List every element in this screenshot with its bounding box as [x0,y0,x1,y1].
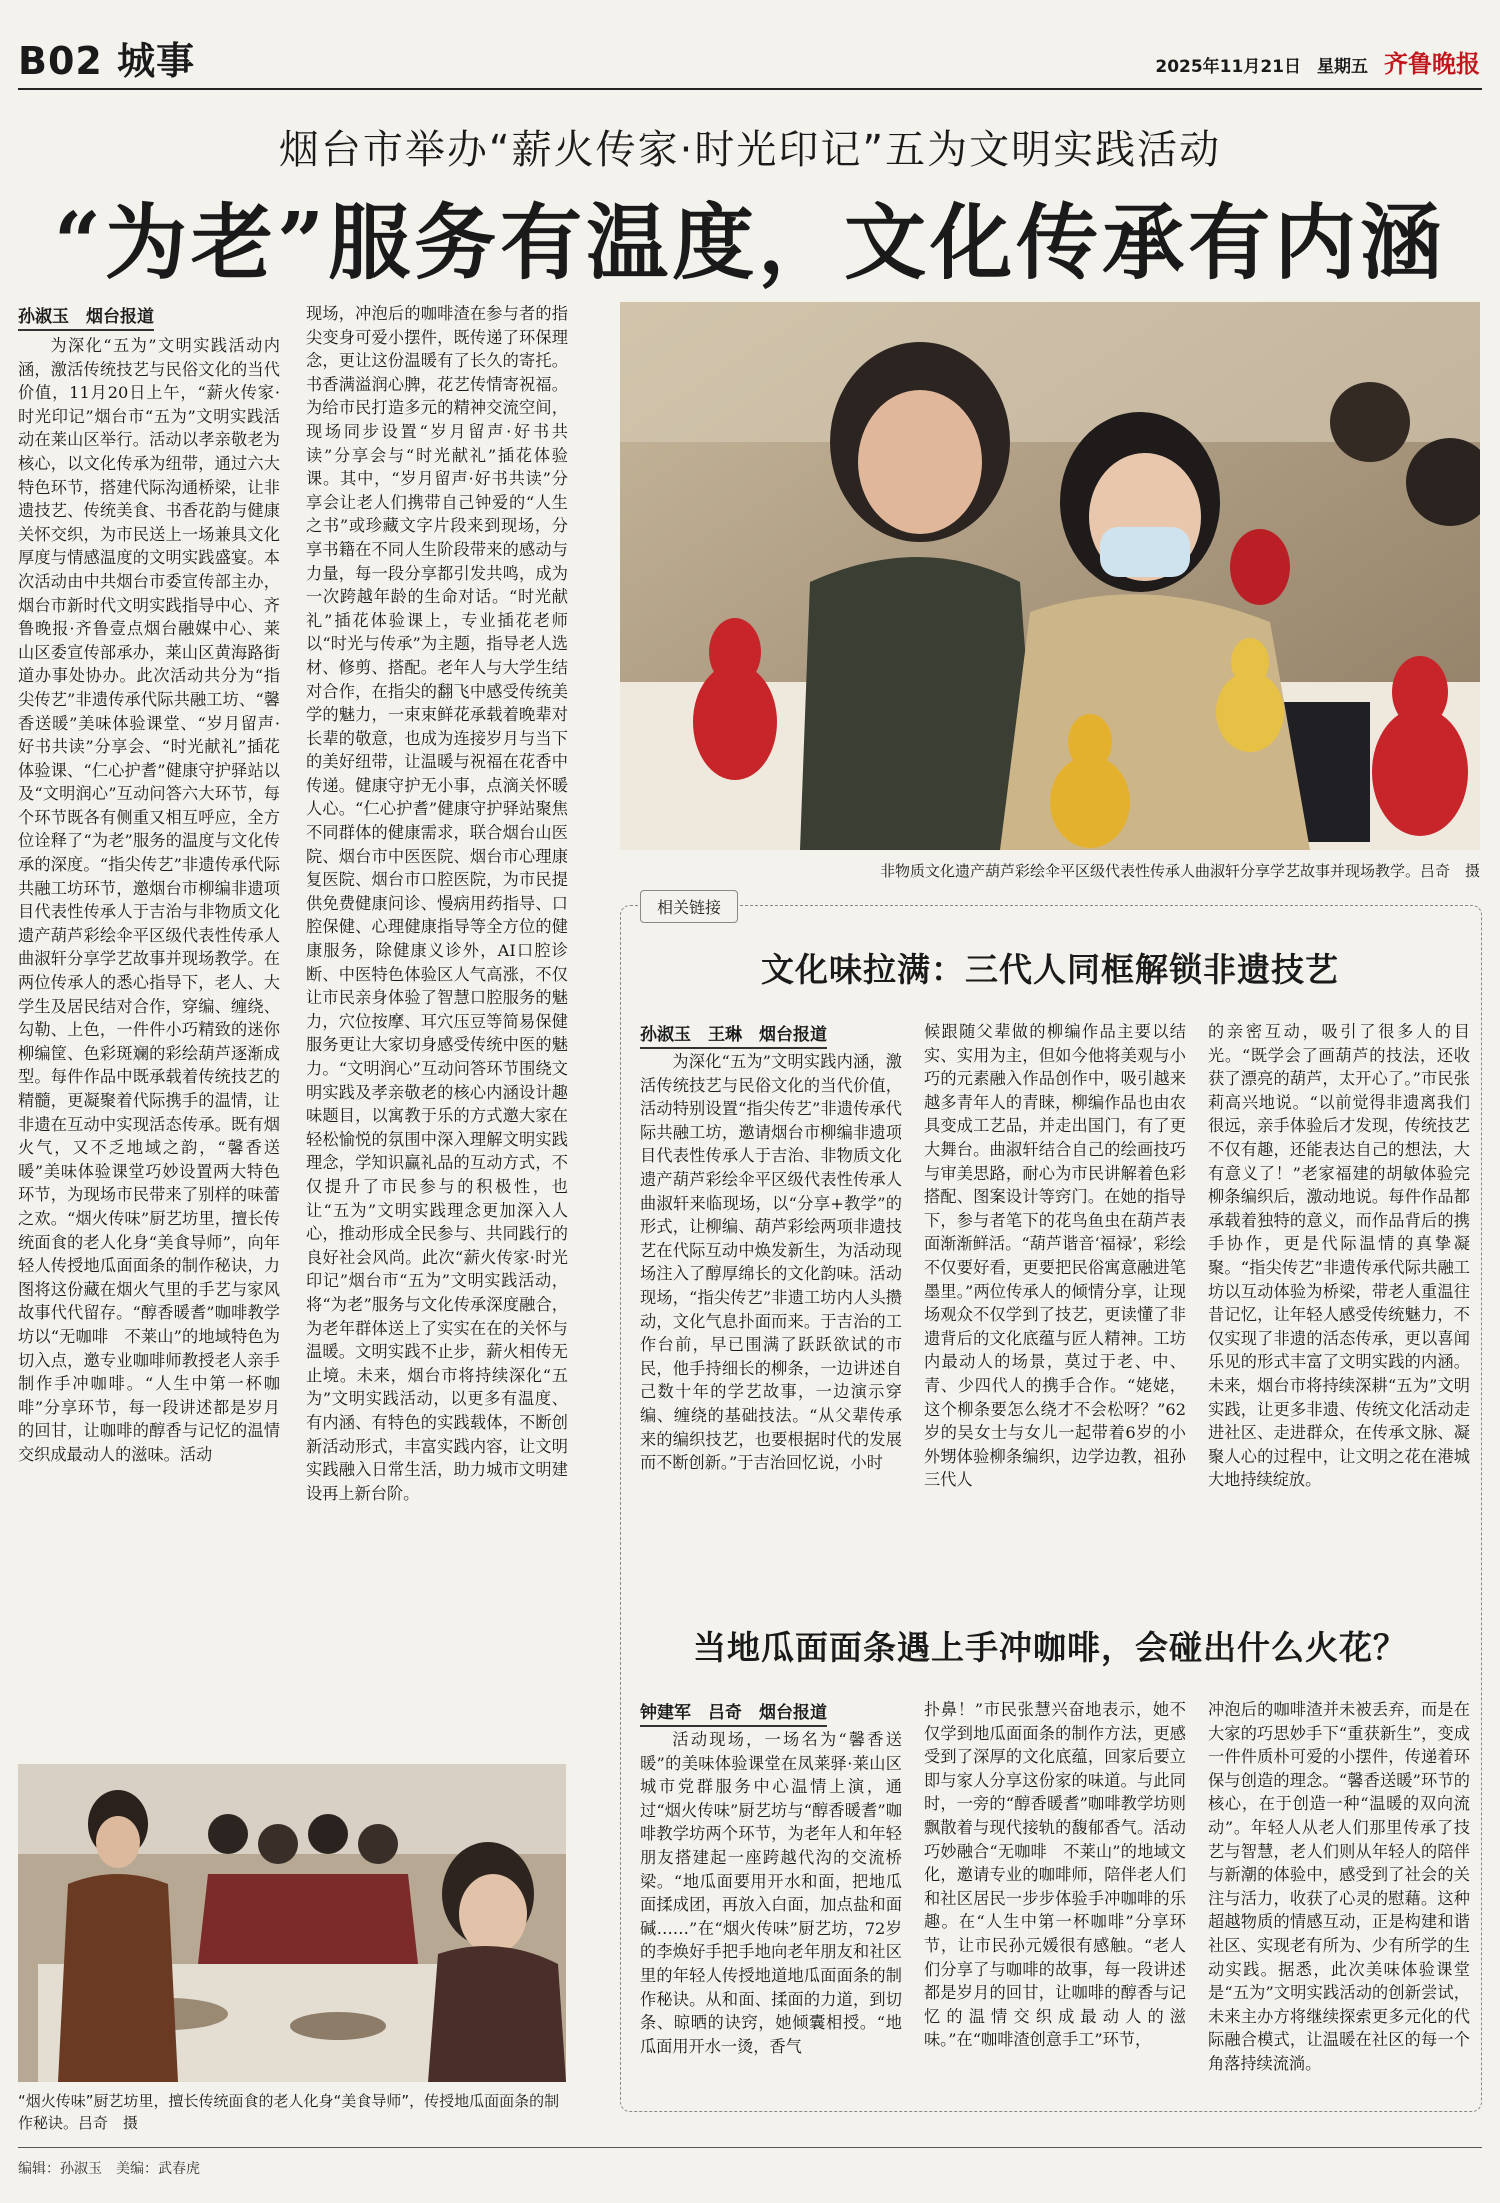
related-label: 相关链接 [640,890,738,923]
related-story2-column-2 [924,1698,1186,2093]
related-story1-column-1-text: 为深化“五为”文明实践内涵，激活传统技艺与民俗文化的当代价值，活动特别设置“指尖传艺”非遗传承代际共融工坊，邀请烟台市柳编非遗项目代表性传承人于吉治、非物质文化遗产葫芦彩绘伞平区级代表性传承人曲淑轩来临现场，以“分享+教学”的形式，让柳编、葫芦彩绘两项非遗技艺在代际互动中焕发新生，为活动现场注入了醇厚绵长的文化韵味。活动现场，“指尖传艺”非遗工坊内人头攒动，文化气息扑面而来。于吉治的工作台前，早已围满了跃跃欲试的市民，他手持细长的柳条，一边讲述自己数十年的学艺故事，一边演示穿编、缠绕的基础技法。“从父辈传承来的编织技艺，也要根据时代的发展而不断创新。”于吉治回忆说，小时 [640,1052,902,1473]
related-story2-column-2-text: 扑鼻！”市民张慧兴奋地表示，她不仅学到地瓜面面条的制作方法，更感受到了深厚的文化底蕴，回家后要立即与家人分享这份家的味道。与此同时，一旁的“醇香暖耆”咖啡教学坊则飘散着与现代接轨的馥郁香气。活动巧妙融合“无咖啡 不莱山”的地域文化，邀请专业的咖啡师，陪伴老人们和社区居民一步步体验手冲咖啡的乐趣。在“人生中第一杯咖啡”分享环节，让市民孙元媛很有感触。“老人们分享了与咖啡的故事，每一段讲述都是岁月的回甘，让咖啡的醇香与记忆的温情交织成最动人的滋味。”在“咖啡渣创意手工”环节， [924,1700,1186,2050]
article-byline: 孙淑玉 烟台报道 [18,302,154,331]
photo-gourd-painting-image [620,302,1480,850]
header-rule [18,88,1482,90]
section-label: B02 城事 [18,39,196,83]
masthead-logo: 齐鲁晚报 [1384,50,1480,78]
related-story2-column-1-text: 活动现场，一场名为“馨香送暖”的美味体验课堂在凤莱驿·莱山区城市党群服务中心温情上演，通过“烟火传味”厨艺坊与“醇香暖耆”咖啡教学坊两个环节，为老年人和年轻朋友搭建起一座跨越代沟的交流桥梁。“地瓜面要用开水和面，把地瓜面揉成团，再放入白面，加点盐和面碱……”在“烟火传味”厨艺坊，72岁的李焕好手把手地向老年朋友和社区里的年轻人传授地道地瓜面面条的制作秘诀。从和面、揉面的力道，到切条、晾晒的诀窍，她倾囊相授。“地瓜面用开水一烫，香气 [640,1730,902,2056]
related-story1-byline: 孙淑玉 王琳 烟台报道 [640,1020,827,1049]
related-story2-column-1 [640,1728,902,2093]
issue-weekday: 星期五 [1317,57,1368,77]
article-column-1-text: 为深化“五为”文明实践活动内涵，激活传统技艺与民俗文化的当代价值，11月20日上午，“薪火传家·时光印记”烟台市“五为”文明实践活动在莱山区举行。活动以孝亲敬老为核心，以文化传承为纽带，通过六大特色环节，搭建代际沟通桥梁，让非遗技艺、传统美食、书香花韵与健康关怀交织，为市民送上一场兼具文化厚度与情感温度的文明实践盛宴。本次活动由中共烟台市委宣传部主办，烟台市新时代文明实践指导中心、齐鲁晚报·齐鲁壹点烟台融媒中心、莱山区委宣传部承办，莱山区黄海路街道办事处协办。此次活动共分为“指尖传艺”非遗传承代际共融工坊、“馨香送暖”美味体验课堂、“岁月留声·好书共读”分享会、“时光献礼”插花体验课、“仁心护耆”健康守护驿站以及“文明润心”互动问答六大环节，每个环节既各有侧重又相互呼应，全方位诠释了“为老”服务的温度与文化传承的深度。“指尖传艺”非遗传承代际共融工坊环节，邀烟台市柳编非遗项目代表性传承人于吉治与非物质文化遗产葫芦彩绘伞平区级代表性传承人曲淑轩分享学艺故事并现场教学。在两位传承人的悉心指导下，老人、大学生及居民结对合作，穿编、缠绕、勾勒、上色，一件件小巧精致的迷你柳编筐、色彩斑斓的彩绘葫芦逐渐成型。每件作品中既承载着传统技艺的精髓，更凝聚着代际携手的温情，让非遗在互动中实现活态传承。既有烟火气，又不乏地域之韵，“馨香送暖”美味体验课堂巧妙设置两大特色环节，为现场市民带来了别样的味蕾之欢。“烟火传味”厨艺坊里，擅长传统面食的老人化身“美食导师”，向年轻人传授地瓜面面条的制作秘诀，力图将这份藏在烟火气里的手艺与家风故事代代留存。“醇香暖耆”咖啡教学坊以“无咖啡 不莱山”的地域特色为切入点，邀专业咖啡师教授老人亲手制作手冲咖啡。“人生中第一杯咖啡”分享环节，每一段讲述都是岁月的回甘，让咖啡的醇香与记忆的温情交织成最动人的滋味。活动 [18,336,280,1464]
photo-gourd-painting [620,302,1480,850]
footer-credits: 编辑：孙淑玉 美编：武春虎 [18,2161,200,2177]
related-story1-column-3-text: 的亲密互动，吸引了很多人的目光。“既学会了画葫芦的技法，还收获了漂亮的葫芦，太开心了。”市民张莉高兴地说。“以前觉得非遗离我们很远，亲手体验后才发现，传统技艺不仅有趣，还能表达自己的想法，大有意义了！”老家福建的胡敏体验完柳条编织后，激动地说。每件作品都承载着独特的意义，而作品背后的携手协作，更是代际温情的真挚凝聚。“指尖传艺”非遗传承代际共融工坊以互动体验为桥梁，带老人重温往昔记忆，让年轻人感受传统魅力，不仅实现了非遗的活态传承，更以喜闻乐见的形式丰富了文明实践的内涵。未来，烟台市将持续深耕“五为”文明实践，让更多非遗、传统文化活动走进社区、走进群众，在传承文脉、凝聚人心的过程中，让文明之花在港城大地持续绽放。 [1208,1022,1470,1490]
related-story1-headline: 文化味拉满：三代人同框解锁非遗技艺 [761,950,1339,989]
related-story2-column-3 [1208,1698,1470,2093]
article-column-2-text: 现场，冲泡后的咖啡渣在参与者的指尖变身可爱小摆件，既传递了环保理念，更让这份温暖有了长久的寄托。书香满溢润心脾，花艺传情寄祝福。为给市民打造多元的精神交流空间，现场同步设置“岁月留声·好书共读”分享会与“时光献礼”插花体验课。其中，“岁月留声·好书共读”分享会让老人们携带自己钟爱的“人生之书”或珍藏文字片段来到现场，分享书籍在不同人生阶段带来的感动与力量，每一段分享都引发共鸣，成为一次跨越年龄的生命对话。“时光献礼”插花体验课上，专业插花老师以“时光与传承”为主题，指导老人选材、修剪、搭配。老年人与大学生结对合作，在指尖的翻飞中感受传统美学的魅力，一束束鲜花承载着晚辈对长辈的敬意，也成为连接岁月与当下的美好纽带，让温暖与祝福在花香中传递。健康守护无小事，点滴关怀暖人心。“仁心护耆”健康守护驿站聚焦不同群体的健康需求，联合烟台山医院、烟台市中医医院、烟台市心理康复医院、烟台市口腔医院，为市民提供免费健康问诊、慢病用药指导、口腔保健、心理健康指导等全方位的健康服务，除健康义诊外，AI口腔诊断、中医特色体验区人气高涨，不仅让市民亲身体验了智慧口腔服务的魅力，穴位按摩、耳穴压豆等简易保健服务更让大家切身感受传统中医的魅力。“文明润心”互动问答环节围绕文明实践及孝亲敬老的核心内涵设计趣味题目，以寓教于乐的方式邀大家在轻松愉悦的氛围中深入理解文明实践理念，学知识赢礼品的互动方式，不仅提升了市民参与的积极性，也让“五为”文明实践理念更加深入人心，推动形成全民参与、共同践行的良好社会风尚。此次“薪火传家·时光印记”烟台市“五为”文明实践活动，将“为老”服务与文化传承深度融合，为老年群体送上了实实在在的关怀与温暖。文明实践不止步，薪火相传无止境。未来，烟台市将持续深化“五为”文明实践活动，以更多有温度、有内涵、有特色的实践载体，不断创新活动形式，丰富实践内容，让文明实践融入日常生活，助力城市文明建设再上新台阶。 [306,304,568,1503]
article-column-1 [18,334,280,1742]
photo-noodle-making-image [18,1764,566,2082]
related-story1-column-3 [1208,1020,1470,1590]
related-story1-column-2 [924,1020,1186,1590]
related-story1-column-2-text: 候跟随父辈做的柳编作品主要以结实、实用为主，但如今他将美观与小巧的元素融入作品创作中，吸引越来越多青年人的青睐，柳编作品也由农具变成工艺品，并走出国门，有了更大舞台。曲淑轩结合自己的绘画技巧与审美思路，耐心为市民讲解着色彩搭配、图案设计等窍门。在她的指导下，参与者笔下的花鸟鱼虫在葫芦表面渐渐鲜活。“葫芦谐音‘福禄’，彩绘不仅要好看，更要把民俗寓意融进笔墨里。”两位传承人的倾情分享，让现场观众不仅学到了技艺，更读懂了非遗背后的文化底蕴与匠人精神。工坊内最动人的场景，莫过于老、中、青、少四代人的携手合作。“姥姥，这个柳条要怎么绕才不会松呀？”62岁的吴女士与女儿一起带着6岁的小外甥体验柳条编织，边学边教，祖孙三代人 [924,1022,1186,1490]
footer-rule [18,2147,1482,2148]
page-meta [1155,44,1480,79]
related-story2-headline: 当地瓜面面条遇上手冲咖啡，会碰出什么火花？ [693,1628,1407,1667]
related-story2-column-3-text: 冲泡后的咖啡渣并未被丢弃，而是在大家的巧思妙手下“重获新生”，变成一件件质朴可爱的小摆件，传递着环保与创造的理念。“馨香送暖”环节的核心，在于创造一种“温暖的双向流动”。年轻人从老人们那里传承了技艺与智慧，老人们则从年轻人的陪伴与新潮的体验中，感受到了社会的关注与活力，收获了心灵的慰藉。这种超越物质的情感互动，正是构建和谐社区、实现老有所为、少有所学的生动实践。据悉，此次美味体验课堂是“五为”文明实践活动的创新尝试，未来主办方将继续探索更多元化的代际融合模式，让温暖在社区的每一个角落持续流淌。 [1208,1700,1470,2073]
article-headline: “为老”服务有温度，文化传承有内涵 [53,195,1447,291]
related-story1-column-1 [640,1050,902,1590]
photo-noodle-making [18,1764,566,2082]
photo-noodle-caption: “烟火传味”厨艺坊里，擅长传统面食的老人化身“美食导师”，传授地瓜面面条的制作秘诀。吕奇 摄 [18,2092,560,2132]
issue-date: 2025年11月21日 [1155,57,1301,77]
article-column-2 [306,302,568,1742]
article-kicker: 烟台市举办“薪火传家·时光印记”五为文明实践活动 [278,127,1222,173]
related-story2-byline: 钟建军 吕奇 烟台报道 [640,1698,827,1727]
photo-gourd-caption: 非物质文化遗产葫芦彩绘伞平区级代表性传承人曲淑轩分享学艺故事并现场教学。吕奇 摄 [879,862,1480,880]
